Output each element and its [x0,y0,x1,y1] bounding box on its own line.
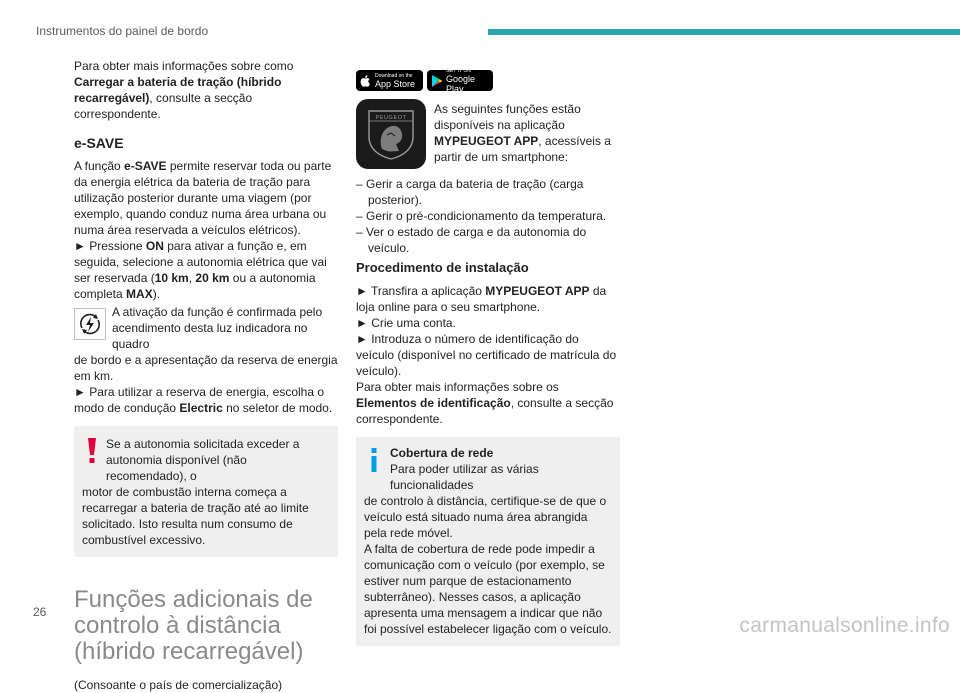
warning-box [74,426,338,557]
peugeot-logo-text: PEUGEOT [375,115,407,121]
app-store-small: Download on the [375,72,413,79]
app-store-badge[interactable] [356,70,423,91]
info-title: Cobertura de rede [390,446,494,460]
google-play-big: Google Play [446,73,476,94]
step2-text: ► Para utilizar a reserva de energia, escolha o modo de condução [74,385,325,415]
google-play-badge[interactable] [427,67,493,94]
info-rest-2: A falta de cobertura de rede pode impedir a comunicação com o veículo (por exemplo, se estiver num parque de estacionamento subterrâneo). Nesses casos, a aplicação apresenta uma mensagem a indicar que não foi possível estabelecer ligação com o veículo. [364,542,612,636]
app-desc-appname: MYPEUGEOT APP [434,134,539,148]
indicator-line-1: A ativação da função é confirmada pelo [112,305,323,319]
more-info-bold: Elementos de identificação [356,396,511,410]
indicator-line-2: acendimento desta luz indicadora no quadro [112,321,308,351]
intro-text-end: , consulte a secção correspondente. [74,91,253,121]
step1-20km: 20 km [195,271,230,285]
app-store-big: App Store [375,78,416,89]
more-info-text: Para obter mais informações sobre os [356,380,559,394]
info-rest-1: de controlo à distância, certifique-se de que o veículo está situado numa área abrangida pela rede móvel. [364,494,607,540]
step1-comma: , [188,271,196,285]
left-column [74,58,338,693]
step1-max: MAX [126,287,153,301]
header-accent-bar [488,29,960,35]
install-step-2: ► Crie uma conta. [356,316,456,330]
step1-text-1: ► Pressione [74,239,146,253]
step1-end: ). [152,287,161,301]
more-info-paragraph [356,379,620,427]
step1-on: ON [145,239,164,253]
app-description [434,99,620,169]
warning-line-1: Se a autonomia solicitada exceder a [106,437,300,451]
esave-paragraph [74,158,338,238]
right-column [356,67,620,646]
warning-rest: motor de combustão interna começa a recarregar a bateria de tração até ao limite solicitado. Isto resulta num consumo de combustível excessivo. [82,485,309,547]
install-step1-end: da loja online para o seu smartphone. [356,284,607,314]
esave-bold: e-SAVE [124,159,167,173]
indicator-rest: de bordo e a apresentação da reserva de energia em km. [74,353,338,383]
more-info-end: , consulte a secção correspondente. [356,396,614,426]
esave-step-1 [74,238,338,302]
apple-icon [360,74,372,88]
google-play-icon [431,74,443,88]
indicator-paragraph [74,304,338,384]
intro-paragraph [74,58,338,122]
install-step-3: ► Introduza o número de identificação do veículo (disponível no certificado de matrícula do veículo). [356,332,617,378]
info-icon [370,448,378,472]
esave-heading: e-SAVE [74,135,124,151]
ev-charge-indicator-icon [74,308,106,340]
warning-line-2: autonomia disponível (não recomendado), o [106,453,247,483]
peugeot-lion-shield-icon [365,107,417,161]
page-header-title: Instrumentos do painel de bordo [36,24,209,38]
install-step-1 [356,283,620,315]
page-number: 26 [33,605,47,619]
google-play-small: GET IT ON [446,67,471,74]
step2-electric: Electric [179,401,223,415]
dash-item-1: – Gerir a carga da bateria de tração (carga posterior). [356,177,584,207]
intro-text: Para obter mais informações sobre como [74,59,294,73]
network-info-box [356,437,620,646]
section-title: Funções adicionais de controlo à distância (híbrido recarregável) [74,586,313,665]
step2-end: no seletor de modo. [222,401,333,415]
dash-item-3: – Ver o estado de carga e da autonomia do veículo. [356,225,587,255]
install-step1-app: MYPEUGEOT APP [485,284,590,298]
step1-text-2: para ativar a função e, em seguida, selecione a autonomia elétrica que vai ser reservada ( [74,239,327,285]
app-desc-text-2: , acessíveis a partir de um smartphone: [434,134,611,164]
store-badges [356,67,620,94]
esave-text-2: permite reservar toda ou parte da energia elétrica da bateria de tração para utilização posterior durante uma viagem (por exemplo, quando conduz numa área urbana ou numa área reservada a veículos elétricos). [74,159,332,237]
watermark-text: carmanualsonline.info [739,614,950,637]
intro-link-text: Carregar a bateria de tração (híbrido recarregável) [74,75,282,105]
app-row [356,99,620,169]
install-heading: Procedimento de instalação [356,260,529,275]
country-note: (Consoante o país de comercialização) [74,678,283,692]
install-step1-text: ► Transfira a aplicação [356,284,486,298]
esave-step-2 [74,384,338,416]
peugeot-app-logo [356,99,426,169]
app-desc-text-1: As seguintes funções estão disponíveis na aplicação [434,102,581,132]
warning-exclamation-icon [87,438,97,464]
esave-text-1: A função [74,159,125,173]
info-line-1: Para poder utilizar as várias funcionalidades [390,462,539,492]
dash-item-2: – Gerir o pré-condicionamento da temperatura. [356,209,607,223]
step1-10km: 10 km [154,271,189,285]
step1-text-3: ou a autonomia completa [74,271,316,301]
